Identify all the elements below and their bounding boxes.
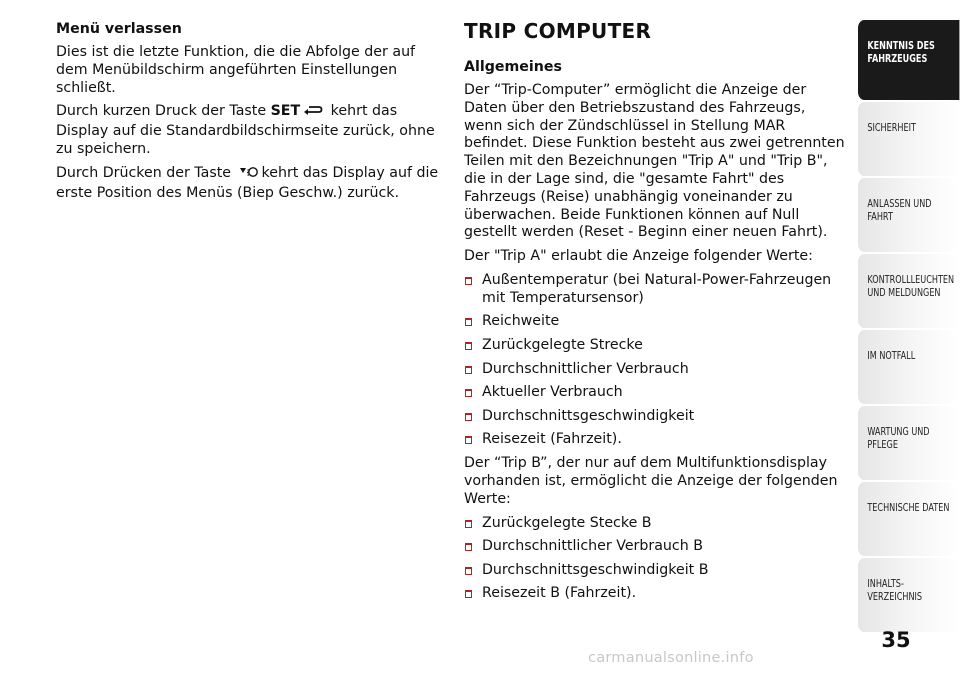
section-heading-general: Allgemeines — [464, 59, 562, 75]
paragraph-intro: Der “Trip-Computer” ermöglicht die Anzeige der Daten über den Betriebszustand des Fahrzeugs, wenn sich der Zündschlüssel in Stellung MAR befindet. Diese Funktion besteht aus zwei getrennten Teilen mit den Bezeichnungen "Trip A" und "Trip B", die in der Lage sind, die "gesamte Fahrt" des Fahrzeugs (Reise) unabhängig voneinander zu überwachen. Beide Funktionen können auf Null gestellt werden (Reset - Beginn einer neuen Fahrt). — [464, 82, 845, 241]
list-item — [464, 515, 846, 533]
chapter-tabs — [858, 20, 960, 634]
return-arrow-icon — [303, 105, 323, 123]
bullet-icon — [465, 413, 472, 421]
text-fragment: Durch Drücken der Taste — [56, 164, 236, 181]
bullet-icon — [465, 318, 472, 326]
page-number: 35 — [881, 628, 911, 652]
list-item-text: Außentemperatur (bei Natural-Power-Fahrzeugen mit Temperatursensor) — [482, 271, 832, 306]
tab-wartung-und-pflege[interactable] — [858, 406, 959, 480]
tab-label: KONTROLLLEUCHTEN UND MELDUNGEN — [867, 274, 955, 299]
list-item-text: Zurückgelegte Stecke B — [482, 514, 652, 531]
right-column — [464, 18, 846, 609]
list-item — [464, 431, 846, 449]
tab-label: TECHNISCHE DATEN — [867, 502, 950, 514]
list-item — [464, 384, 846, 402]
bullet-icon — [465, 436, 472, 444]
list-item — [464, 408, 846, 426]
list-item-text: Reichweite — [482, 313, 560, 330]
list-item-text: Reisezeit (Fahrzeit). — [482, 431, 622, 448]
bullet-icon — [465, 590, 472, 598]
bullet-icon — [465, 366, 472, 374]
set-key-label: SET — [270, 103, 301, 120]
list-item — [464, 538, 846, 556]
list-item — [464, 562, 846, 580]
paragraph-trip-a-intro: Der "Trip A" erlaubt die Anzeige folgender Werte: — [464, 248, 813, 265]
tab-label: INHALTS-VERZEICHNIS — [867, 578, 923, 603]
paragraph-down-key — [56, 165, 440, 203]
list-item-text: Durchschnittlicher Verbrauch B — [482, 538, 703, 555]
tab-label: ANLASSEN UND FAHRT — [867, 198, 932, 223]
list-item-text: Durchschnittlicher Verbrauch — [482, 360, 689, 377]
paragraph-trip-b-intro: Der “Trip B”, der nur auf dem Multifunktionsdisplay vorhanden ist, ermöglicht die Anzeige der folgenden Werte: — [464, 455, 838, 507]
list-item-text: Aktueller Verbrauch — [482, 384, 623, 401]
bullet-icon — [465, 567, 472, 575]
tab-label: KENNTNIS DES FAHRZEUGES — [867, 40, 935, 65]
paragraph-set-key — [56, 103, 440, 158]
tab-label: SICHERHEIT — [867, 122, 916, 134]
watermark: carmanualsonline.info — [588, 649, 754, 666]
page-title: TRIP COMPUTER — [464, 19, 652, 43]
tab-sicherheit[interactable] — [858, 102, 959, 176]
bullet-icon — [465, 277, 472, 285]
text-fragment: kehrt das Display auf die Standardbildschirmseite zurück, ohne zu speichern. — [56, 103, 435, 157]
trip-b-list — [464, 515, 846, 604]
bullet-icon — [465, 389, 472, 397]
tab-im-notfall[interactable] — [858, 330, 959, 404]
text-fragment: Durch kurzen Druck der Taste — [56, 103, 271, 120]
tab-label: IM NOTFALL — [867, 350, 916, 362]
list-item-text: Durchschnittsgeschwindigkeit — [482, 407, 695, 424]
list-item — [464, 361, 846, 379]
bullet-icon — [465, 520, 472, 528]
paragraph-exit-description: Dies ist die letzte Funktion, die die Abfolge der auf dem Menübildschirm angeführten Einstellungen schließt. — [56, 44, 416, 96]
bullet-icon — [465, 543, 472, 551]
tab-anlassen-und-fahrt[interactable] — [858, 178, 959, 252]
section-heading-exit-menu: Menü verlassen — [56, 21, 182, 37]
list-item — [464, 337, 846, 355]
tab-technische-daten[interactable] — [858, 482, 959, 556]
list-item-text: Zurückgelegte Strecke — [482, 336, 643, 353]
tab-inhaltsverzeichnis[interactable] — [858, 558, 959, 632]
left-column — [56, 20, 440, 208]
text-fragment: kehrt das Display auf die erste Position des Menüs (Biep Geschw.) zurück. — [56, 164, 439, 201]
tab-kontrollleuchten[interactable] — [858, 254, 959, 328]
bullet-icon — [465, 342, 472, 350]
list-item-text: Durchschnittsgeschwindigkeit B — [482, 561, 709, 578]
trip-a-list — [464, 272, 846, 449]
down-arrow-lights-icon — [239, 165, 259, 185]
list-item — [464, 313, 846, 331]
tab-label: WARTUNG UND PFLEGE — [867, 426, 930, 451]
tab-kenntnis-des-fahrzeuges[interactable] — [858, 20, 959, 100]
list-item-text: Reisezeit B (Fahrzeit). — [482, 585, 637, 602]
list-item — [464, 272, 846, 308]
list-item — [464, 585, 846, 603]
